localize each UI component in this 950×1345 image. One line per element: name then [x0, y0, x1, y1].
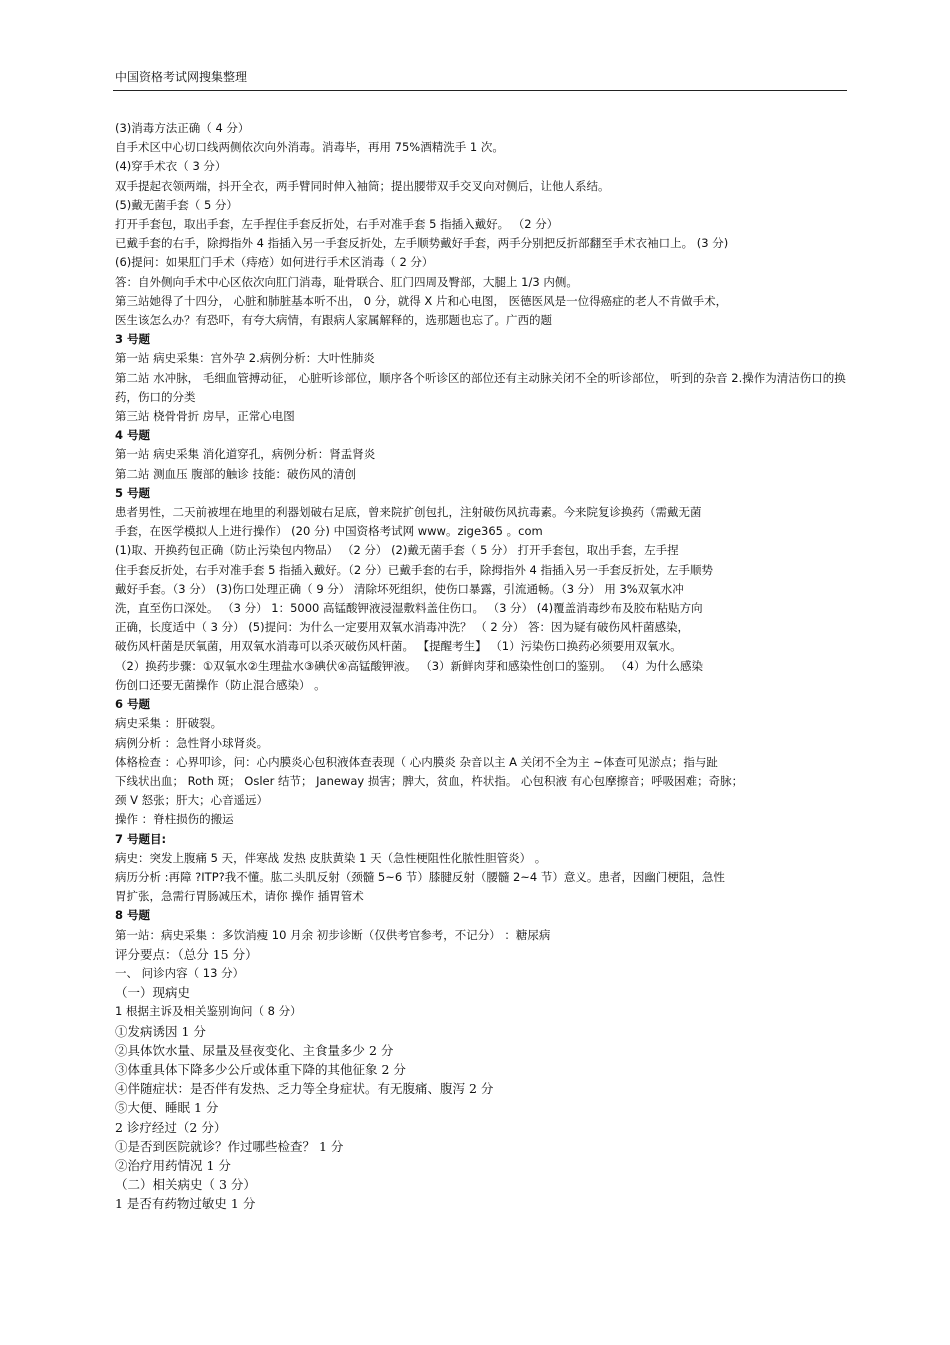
text-line: 第一站：病史采集 ：多饮消瘦 10 月余 初步诊断（仅供考官参考，不记分） ：糖尿病	[115, 927, 551, 942]
text-line: 医生该怎么办？有恐吓，有夸大病情，有跟病人家属解释的，选那题也忘了。广西的题	[115, 313, 552, 328]
text-line: 戴好手套。（3 分） (3)伤口处理正确（ 9 分） 清除坏死组织，使伤口暴露，引流通畅。（3 分） 用 3%双氧水冲	[115, 581, 684, 596]
text-line: (1)取、开换药包正确（防止污染包内物品） （2 分） (2)戴无菌手套（ 5 分） 打开手套包，取出手套，左手捏	[115, 543, 679, 558]
header-rule	[113, 90, 847, 91]
text-line: 打开手套包，取出手套，左手捏住手套反折处，右手对准手套 5 指插入戴好。 （2 分）	[115, 217, 559, 232]
section-heading: 4 号题	[115, 428, 151, 443]
text-line: 正确，长度适中（ 3 分） (5)提问：为什么一定要用双氧水消毒冲洗？ （ 2 分） 答：因为疑有破伤风杆菌感染，	[115, 620, 690, 635]
text-line: ②治疗用药情况 1 分	[115, 1157, 231, 1173]
text-line: 患者男性，二天前被埋在地里的利器划破右足底，曾来院扩创包扎，注射破伤风抗毒素。今来院复诊换药（需戴无菌	[115, 505, 702, 520]
text-line: 自手术区中心切口线两侧依次向外消毒。消毒毕，再用 75%酒精洗手 1 次。	[115, 140, 504, 155]
section-heading: 5 号题	[115, 485, 151, 500]
text-line: 病史：突发上腹痛 5 天，伴寒战 发热 皮肤黄染 1 天（急性梗阻性化脓性胆管炎） 。	[115, 850, 547, 865]
text-line: 病例分析 ：急性肾小球肾炎。	[115, 735, 269, 750]
text-line: ①发病诱因 1 分	[115, 1023, 206, 1039]
text-line: 1 根据主诉及相关鉴别询问（ 8 分）	[115, 1004, 302, 1019]
text-line: 第二站 水冲脉， 毛细血管搏动征， 心脏听诊部位，顺序各个听诊区的部位还有主动脉关闭不全的听诊部位， 听到的杂音 2.操作为清洁伤口的换药，伤口的分类	[115, 370, 846, 404]
text-line: 双手提起衣领两端，抖开全衣，两手臂同时伸入袖筒；提出腰带双手交叉向对侧后，让他人系结。	[115, 178, 610, 193]
text-line: 体格检查 ：心界叩诊，问：心内膜炎心包积液体查表现（ 心内膜炎 杂音以主 A 关闭不全为主 ~体查可见淤点；指与趾	[115, 754, 718, 769]
text-line: 操作 ：脊柱损伤的搬运	[115, 812, 234, 827]
text-line: ⑤大便、睡眠 1 分	[115, 1100, 219, 1116]
text-line: （2）换药步骤：①双氧水②生理盐水③碘伏④高锰酸钾液。 （3）新鲜肉芽和感染性创口的鉴别。 （4）为什么感染	[115, 658, 703, 673]
text-line: 一、 问诊内容（ 13 分）	[115, 965, 245, 980]
text-line: 病史采集 ：肝破裂。	[115, 716, 223, 731]
text-line: (5)戴无菌手套（ 5 分）	[115, 197, 238, 212]
text-line: ③体重具体下降多少公斤或体重下降的其他征象 2 分	[115, 1061, 406, 1077]
text-line: 伤创口还要无菌操作（防止混合感染） 。	[115, 677, 326, 692]
text-line: 评分要点：（总分 15 分）	[115, 946, 258, 962]
text-line: 洗，直至伤口深处。 （3 分） 1：5000 高锰酸钾液浸湿敷料盖住伤口。 （3 分） (4)覆盖消毒纱布及胶布粘贴方向	[115, 601, 703, 616]
section-heading: 7 号题目:	[115, 831, 167, 846]
text-line: （一）现病史	[115, 985, 191, 1001]
text-line: 破伤风杆菌是厌氧菌，用双氧水消毒可以杀灭破伤风杆菌。 【提醒考生】 （1）污染伤口换药必须要用双氧水。	[115, 639, 682, 654]
page-header: 中国资格考试网搜集整理	[115, 70, 248, 84]
text-line: 2 诊疗经过（2 分）	[115, 1119, 227, 1135]
text-line: ④伴随症状：是否伴有发热、乏力等全身症状。有无腹痛、腹泻 2 分	[115, 1081, 494, 1097]
text-line: 第二站 测血压 腹部的触诊 技能：破伤风的清创	[115, 466, 356, 481]
text-line: 病历分析 :再障 ?ITP?我不懂。肱二头肌反射（颈髓 5~6 节）膝腱反射（腰髓 2~4 节）意义。患者，因幽门梗阻，急性	[115, 869, 725, 884]
text-line: 手套，在医学模拟人上进行操作） (20 分) 中国资格考试网 www。zige365 。com	[115, 524, 543, 539]
document-body	[115, 119, 850, 1214]
text-line: 答：自外侧向手术中心区依次向肛门消毒，耻骨联合、肛门四周及臀部，大腿上 1/3 内侧。	[115, 274, 578, 289]
text-line: (6)提问：如果肛门手术（痔疮）如何进行手术区消毒（ 2 分）	[115, 255, 434, 270]
text-line: ②具体饮水量、尿量及昼夜变化、主食量多少 2 分	[115, 1042, 394, 1058]
text-line: 第一站 病史采集 消化道穿孔，病例分析：肾盂肾炎	[115, 447, 376, 462]
text-line: 下线状出血； Roth 斑； Osler 结节； Janeway 损害；脾大，贫血，杵状指。 心包积液 有心包摩擦音；呼吸困难；奇脉；	[115, 773, 744, 788]
text-line: (4)穿手术衣（ 3 分）	[115, 159, 227, 174]
text-line: （二）相关病史（ 3 分）	[115, 1177, 256, 1193]
text-line: 第三站她得了十四分， 心脏和肺脏基本听不出， 0 分，就得 X 片和心电图， 医德医风是一位得癌症的老人不肯做手术，	[115, 293, 728, 308]
section-heading: 6 号题	[115, 697, 151, 712]
text-line: 1 是否有药物过敏史 1 分	[115, 1196, 256, 1212]
text-line: (3)消毒方法正确（ 4 分）	[115, 121, 250, 135]
text-line: 胃扩张，急需行胃肠减压术，请你 操作 插胃管术	[115, 889, 364, 904]
text-line: ①是否到医院就诊？作过哪些检查？ 1 分	[115, 1138, 344, 1154]
text-line: 第三站 桡骨骨折 房早，正常心电图	[115, 409, 295, 424]
text-line: 第一站 病史采集：宫外孕 2.病例分析：大叶性肺炎	[115, 351, 375, 366]
text-line: 已戴手套的右手，除拇指外 4 指插入另一手套反折处，左手顺势戴好手套，两手分别把反折部翻至手术衣袖口上。 (3 分)	[115, 236, 729, 251]
section-heading: 3 号题	[115, 332, 151, 347]
text-line: 颈 V 怒张；肝大；心音遥远）	[115, 793, 269, 808]
text-line: 住手套反折处，右手对准手套 5 指插入戴好。（2 分）已戴手套的右手，除拇指外 4 指插入另一手套反折处，左手顺势	[115, 562, 713, 577]
section-heading: 8 号题	[115, 908, 151, 923]
